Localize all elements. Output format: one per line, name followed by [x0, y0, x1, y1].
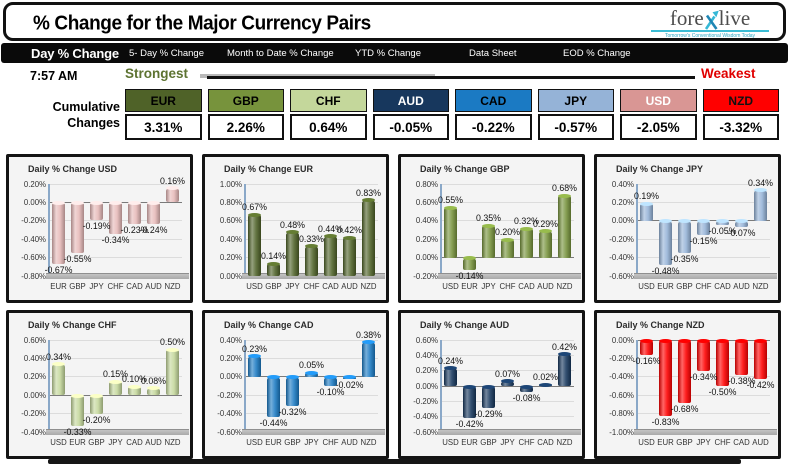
gridline-aud-0	[441, 340, 574, 341]
chart-panel-usd	[6, 154, 193, 303]
cat-label-usd-aud: AUD	[145, 282, 162, 291]
tick-label-usd-2: -0.20%	[21, 216, 46, 226]
currency-code-nzd: NZD	[703, 89, 780, 112]
data-label-cad-aud: -0.02%	[335, 379, 364, 390]
cat-label-nzd-chf: CHF	[714, 438, 731, 447]
currency-card-gbp	[208, 89, 285, 140]
cat-label-eur-nzd: NZD	[360, 282, 377, 291]
tick-label-chf-2: 0.20%	[23, 372, 46, 382]
cat-label-eur-gbp: GBP	[265, 282, 282, 291]
cat-label-aud-jpy: JPY	[500, 438, 515, 447]
cat-label-usd-eur: EUR	[50, 282, 67, 291]
logo-text-fore: fore	[669, 6, 704, 30]
tick-label-nzd-4: -0.80%	[609, 409, 634, 419]
bar-eur-usd	[248, 214, 261, 276]
tick-label-usd-0: 0.20%	[23, 179, 46, 189]
tick-label-cad-2: 0.00%	[219, 372, 242, 382]
cat-label-usd-nzd: NZD	[164, 282, 181, 291]
tick-label-nzd-3: -0.60%	[609, 390, 634, 400]
bar-eur-chf	[305, 246, 318, 276]
tick-label-jpy-1: 0.20%	[611, 197, 634, 207]
data-label-jpy-eur: -0.48%	[651, 265, 680, 276]
cat-label-jpy-gbp: GBP	[676, 282, 693, 291]
tick-label-eur-4: 0.20%	[219, 253, 242, 263]
strongest-label: Strongest	[125, 66, 189, 81]
cat-label-eur-chf: CHF	[303, 282, 320, 291]
data-label-eur-jpy: 0.48%	[280, 219, 305, 230]
logo-text-live: live	[718, 6, 751, 30]
cat-label-chf-jpy: JPY	[108, 438, 123, 447]
cat-label-usd-cad: CAD	[126, 282, 143, 291]
chart-title-nzd: Daily % Change NZD	[616, 320, 705, 330]
tick-label-aud-6: -0.60%	[413, 427, 438, 437]
chart-title-usd: Daily % Change USD	[28, 164, 118, 174]
cat-label-cad-jpy: JPY	[304, 438, 319, 447]
chart-panel-nzd	[594, 310, 781, 459]
tick-label-eur-5: 0.00%	[219, 271, 242, 281]
cat-label-usd-gbp: GBP	[69, 282, 86, 291]
bar-cad-jpy	[305, 372, 318, 377]
bar-nzd-jpy	[697, 340, 710, 371]
chart-panel-gbp	[398, 154, 585, 303]
currency-code-chf: CHF	[290, 89, 367, 112]
tick-label-jpy-0: 0.40%	[611, 179, 634, 189]
bar-cad-usd	[248, 356, 261, 377]
tick-label-usd-5: -0.80%	[21, 271, 46, 281]
bar-eur-nzd	[362, 200, 375, 276]
data-label-cad-eur: -0.44%	[259, 418, 288, 429]
cat-label-chf-gbp: GBP	[88, 438, 105, 447]
weakest-label: Weakest	[701, 66, 756, 81]
tick-label-aud-2: 0.20%	[415, 366, 438, 376]
data-label-gbp-chf: 0.20%	[495, 227, 520, 238]
cat-label-gbp-jpy: JPY	[481, 282, 496, 291]
tick-label-aud-3: 0.00%	[415, 381, 438, 391]
cat-label-eur-aud: AUD	[341, 282, 358, 291]
currency-code-usd: USD	[620, 89, 697, 112]
data-label-nzd-aud: -0.42%	[746, 379, 775, 390]
tick-label-chf-5: -0.40%	[21, 427, 46, 437]
bar-chf-usd	[52, 364, 65, 395]
cat-label-eur-usd: USD	[246, 282, 263, 291]
bar-chf-nzd	[166, 349, 179, 395]
cat-label-chf-nzd: NZD	[164, 438, 181, 447]
chart-title-jpy: Daily % Change JPY	[616, 164, 704, 174]
cat-label-chf-cad: CAD	[126, 438, 143, 447]
cat-label-cad-chf: CHF	[322, 438, 339, 447]
tab-ytd-pct-change[interactable]: YTD % Change	[355, 47, 422, 59]
data-label-aud-jpy: 0.07%	[495, 368, 520, 379]
data-label-usd-aud: -0.24%	[139, 225, 168, 236]
tick-label-eur-1: 0.80%	[219, 197, 242, 207]
currency-card-nzd	[703, 89, 780, 140]
plot-floor-cad	[242, 429, 385, 435]
chart-title-aud: Daily % Change AUD	[420, 320, 510, 330]
data-label-cad-usd: 0.23%	[242, 343, 267, 354]
data-label-eur-gbp: 0.14%	[261, 251, 286, 262]
bar-jpy-nzd	[754, 190, 767, 221]
tick-label-nzd-1: -0.20%	[609, 353, 634, 363]
header	[3, 2, 786, 41]
cat-label-jpy-cad: CAD	[714, 282, 731, 291]
data-label-jpy-nzd: 0.34%	[748, 177, 773, 188]
data-label-cad-chf: -0.10%	[316, 387, 345, 397]
currency-cumulative-value-jpy: -0.57%	[538, 114, 615, 140]
data-label-chf-cad: 0.10%	[122, 374, 147, 384]
data-label-eur-aud: 0.42%	[337, 225, 362, 236]
bar-jpy-usd	[640, 203, 653, 220]
data-label-eur-cad: 0.44%	[318, 223, 343, 234]
bar-eur-gbp	[267, 263, 280, 276]
data-label-eur-nzd: 0.83%	[356, 187, 381, 198]
cat-label-nzd-cad: CAD	[733, 438, 750, 447]
bar-nzd-usd	[640, 340, 653, 355]
currency-cumulative-value-usd: -2.05%	[620, 114, 697, 140]
cat-label-nzd-usd: USD	[638, 438, 655, 447]
tick-label-gbp-2: 0.40%	[415, 216, 438, 226]
cat-label-gbp-eur: EUR	[461, 282, 478, 291]
tick-label-aud-5: -0.40%	[413, 412, 438, 422]
tick-label-cad-5: -0.60%	[217, 427, 242, 437]
tick-label-cad-1: 0.20%	[219, 353, 242, 363]
cat-label-cad-aud: AUD	[341, 438, 358, 447]
forexlive-logo[interactable]	[651, 8, 769, 39]
bar-nzd-gbp	[678, 340, 691, 403]
cumulative-changes-label: Cumulative Changes	[52, 100, 120, 130]
tick-label-jpy-3: -0.20%	[609, 234, 634, 244]
currency-card-usd	[620, 89, 697, 140]
data-label-usd-cad: -0.23%	[120, 224, 149, 235]
data-label-cad-nzd: 0.38%	[356, 329, 381, 340]
cat-label-gbp-cad: CAD	[518, 282, 535, 291]
chart-panel-chf	[6, 310, 193, 459]
chart-panel-aud	[398, 310, 585, 459]
timestamp: 7:57 AM	[30, 69, 78, 83]
bar-cad-aud	[343, 377, 356, 379]
bar-cad-nzd	[362, 342, 375, 377]
data-label-gbp-usd: 0.55%	[438, 195, 463, 205]
cat-label-chf-usd: USD	[50, 438, 67, 447]
cat-label-nzd-jpy: JPY	[696, 438, 711, 447]
bar-usd-aud	[147, 202, 160, 224]
charts-grid	[6, 154, 781, 459]
bar-jpy-cad	[716, 221, 729, 226]
tick-label-jpy-2: 0.00%	[611, 216, 634, 226]
currency-code-aud: AUD	[373, 89, 450, 112]
data-label-jpy-usd: 0.19%	[634, 191, 659, 202]
cat-label-jpy-eur: EUR	[657, 282, 674, 291]
currency-cumulative-value-aud: -0.05%	[373, 114, 450, 140]
plot-wall-eur	[244, 184, 246, 276]
tick-label-gbp-0: 0.80%	[415, 179, 438, 189]
tick-label-aud-1: 0.40%	[415, 350, 438, 360]
tick-label-gbp-4: 0.00%	[415, 253, 438, 263]
page-title: % Change for the Major Currency Pairs	[33, 12, 371, 35]
bar-gbp-eur	[463, 258, 476, 271]
bottom-bar	[48, 459, 741, 464]
tick-label-usd-1: 0.00%	[23, 197, 46, 207]
plot-wall-aud	[440, 340, 442, 432]
cat-label-cad-nzd: NZD	[360, 438, 377, 447]
cat-label-nzd-gbp: GBP	[676, 438, 693, 447]
bar-nzd-aud	[754, 340, 767, 379]
tick-label-eur-3: 0.40%	[219, 234, 242, 244]
tab-day-pct-change[interactable]: Day % Change	[31, 45, 119, 61]
data-label-jpy-aud: -0.07%	[727, 228, 756, 239]
bar-gbp-chf	[501, 239, 514, 257]
data-label-cad-gbp: -0.32%	[278, 407, 307, 418]
currency-card-aud	[373, 89, 450, 140]
tab-bar	[1, 43, 788, 63]
tick-label-chf-3: 0.00%	[23, 390, 46, 400]
chart-title-eur: Daily % Change EUR	[224, 164, 314, 174]
currency-code-jpy: JPY	[538, 89, 615, 112]
cat-label-cad-eur: EUR	[265, 438, 282, 447]
data-label-jpy-gbp: -0.35%	[670, 254, 699, 264]
bar-chf-cad	[128, 386, 141, 395]
cat-label-aud-eur: EUR	[461, 438, 478, 447]
data-label-nzd-jpy: -0.34%	[689, 372, 718, 383]
bar-gbp-usd	[444, 207, 457, 258]
cat-label-nzd-eur: EUR	[657, 438, 674, 447]
cat-label-gbp-chf: CHF	[499, 282, 516, 291]
cat-label-gbp-nzd: NZD	[556, 282, 573, 291]
data-label-chf-nzd: 0.50%	[160, 337, 185, 348]
data-label-gbp-nzd: 0.68%	[552, 183, 577, 194]
currency-card-cad	[455, 89, 532, 140]
logo-tagline: Tomorrow's Conventional Wisdom Today	[664, 33, 756, 39]
data-label-nzd-cad: -0.38%	[727, 375, 756, 386]
bar-aud-chf	[520, 386, 533, 392]
tick-label-cad-0: 0.40%	[219, 335, 242, 345]
tick-label-usd-4: -0.60%	[21, 253, 46, 263]
currency-code-cad: CAD	[455, 89, 532, 112]
tick-label-aud-0: 0.60%	[415, 335, 438, 345]
currency-card-eur	[125, 89, 202, 140]
currency-cumulative-value-nzd: -3.32%	[703, 114, 780, 140]
data-label-gbp-eur: -0.14%	[455, 271, 484, 282]
data-label-chf-gbp: -0.20%	[82, 414, 111, 425]
cat-label-jpy-nzd: NZD	[752, 282, 769, 291]
data-label-cad-jpy: 0.05%	[299, 360, 324, 371]
currency-code-eur: EUR	[125, 89, 202, 112]
data-label-chf-aud: 0.08%	[141, 375, 166, 386]
data-label-aud-eur: -0.42%	[455, 419, 484, 430]
data-label-nzd-eur: -0.83%	[651, 417, 680, 428]
data-label-aud-nzd: 0.42%	[552, 341, 577, 352]
cat-label-aud-chf: CHF	[518, 438, 535, 447]
cat-label-chf-eur: EUR	[69, 438, 86, 447]
tick-label-nzd-5: -1.00%	[609, 427, 634, 437]
tab-eod-pct-change[interactable]: EOD % Change	[563, 47, 631, 59]
currency-card-jpy	[538, 89, 615, 140]
bar-usd-nzd	[166, 188, 179, 203]
plot-floor-aud	[438, 429, 581, 435]
data-label-usd-gbp: -0.55%	[63, 254, 92, 264]
data-label-aud-usd: 0.24%	[438, 355, 463, 366]
cat-label-cad-gbp: GBP	[284, 438, 301, 447]
currency-cumulative-value-gbp: 2.26%	[208, 114, 285, 140]
cat-label-jpy-usd: USD	[638, 282, 655, 291]
gridline-cad-1	[245, 358, 378, 359]
chart-title-gbp: Daily % Change GBP	[420, 164, 510, 174]
bar-aud-usd	[444, 368, 457, 386]
bar-chf-aud	[147, 388, 160, 395]
bar-aud-gbp	[482, 386, 495, 408]
cat-label-gbp-usd: USD	[442, 282, 459, 291]
data-label-nzd-usd: -0.16%	[632, 355, 661, 366]
cat-label-jpy-aud: AUD	[733, 282, 750, 291]
data-label-chf-usd: 0.34%	[46, 351, 71, 362]
tick-label-chf-4: -0.20%	[21, 409, 46, 419]
data-label-nzd-gbp: -0.68%	[670, 403, 699, 414]
bar-nzd-cad	[735, 340, 748, 375]
data-label-jpy-cad: -0.05%	[708, 226, 737, 237]
tab-data-sheet[interactable]: Data Sheet	[469, 47, 517, 59]
gridline-jpy-1	[637, 202, 770, 203]
cat-label-aud-nzd: NZD	[556, 438, 573, 447]
cat-label-cad-usd: USD	[246, 438, 263, 447]
currency-strip	[125, 89, 781, 140]
data-label-jpy-chf: -0.15%	[689, 235, 718, 246]
plot-floor-nzd	[634, 429, 777, 435]
logo-wordmark	[651, 8, 769, 29]
bar-usd-cad	[128, 202, 141, 223]
chart-panel-cad	[202, 310, 389, 459]
logo-x-arrow-icon	[704, 10, 719, 31]
currency-card-chf	[290, 89, 367, 140]
data-label-usd-nzd: 0.16%	[160, 175, 185, 186]
cat-label-gbp-aud: AUD	[537, 282, 554, 291]
cat-label-nzd-aud: AUD	[752, 438, 769, 447]
bar-gbp-aud	[539, 231, 552, 258]
cat-label-aud-gbp: GBP	[480, 438, 497, 447]
tick-label-nzd-0: 0.00%	[611, 335, 634, 345]
chart-panel-jpy	[594, 154, 781, 303]
data-label-usd-chf: -0.34%	[101, 234, 130, 245]
strength-line	[207, 76, 695, 79]
tick-label-jpy-5: -0.60%	[609, 271, 634, 281]
tab-5-day-pct-change[interactable]: 5- Day % Change	[129, 47, 204, 59]
data-label-usd-eur: -0.67%	[44, 265, 73, 276]
tick-label-jpy-4: -0.40%	[609, 253, 634, 263]
tick-label-cad-3: -0.20%	[217, 390, 242, 400]
cat-label-eur-jpy: JPY	[285, 282, 300, 291]
currency-cumulative-value-chf: 0.64%	[290, 114, 367, 140]
cat-label-aud-cad: CAD	[537, 438, 554, 447]
cat-label-aud-usd: USD	[442, 438, 459, 447]
tick-label-eur-0: 1.00%	[219, 179, 242, 189]
bar-aud-cad	[539, 384, 552, 386]
tick-label-aud-4: -0.20%	[413, 396, 438, 406]
data-label-aud-gbp: -0.29%	[474, 409, 503, 420]
bar-cad-gbp	[286, 377, 299, 406]
gridline-eur-0	[245, 184, 378, 185]
chart-panel-eur	[202, 154, 389, 303]
bar-aud-jpy	[501, 381, 514, 386]
data-label-eur-chf: 0.33%	[299, 233, 324, 244]
tick-label-chf-1: 0.40%	[23, 353, 46, 363]
bar-chf-gbp	[90, 395, 103, 413]
currency-cumulative-value-eur: 3.31%	[125, 114, 202, 140]
cat-label-usd-jpy: JPY	[89, 282, 104, 291]
currency-cumulative-value-cad: -0.22%	[455, 114, 532, 140]
data-label-gbp-cad: 0.32%	[514, 216, 539, 227]
data-label-gbp-jpy: 0.35%	[476, 213, 501, 224]
bar-eur-aud	[343, 237, 356, 276]
currency-code-gbp: GBP	[208, 89, 285, 112]
chart-title-chf: Daily % Change CHF	[28, 320, 117, 330]
data-label-usd-jpy: -0.19%	[82, 220, 111, 231]
chart-title-cad: Daily % Change CAD	[224, 320, 314, 330]
tick-label-eur-2: 0.60%	[219, 216, 242, 226]
tick-label-gbp-3: 0.20%	[415, 234, 438, 244]
tick-label-usd-3: -0.40%	[21, 234, 46, 244]
cat-label-usd-chf: CHF	[107, 282, 124, 291]
data-label-chf-eur: -0.33%	[63, 426, 92, 437]
data-label-nzd-chf: -0.50%	[708, 387, 737, 397]
data-label-aud-chf: -0.08%	[512, 393, 541, 404]
cat-label-chf-aud: AUD	[145, 438, 162, 447]
tick-label-gbp-1: 0.60%	[415, 197, 438, 207]
tick-label-chf-0: 0.60%	[23, 335, 46, 345]
tick-label-cad-4: -0.40%	[217, 409, 242, 419]
bar-usd-jpy	[90, 202, 103, 219]
cat-label-jpy-chf: CHF	[695, 282, 712, 291]
data-label-aud-cad: 0.02%	[533, 372, 558, 383]
tick-label-gbp-5: -0.20%	[413, 271, 438, 281]
cat-label-eur-cad: CAD	[322, 282, 339, 291]
tick-label-nzd-2: -0.40%	[609, 372, 634, 382]
data-label-eur-usd: 0.67%	[242, 202, 267, 213]
data-label-gbp-aud: 0.29%	[533, 218, 558, 229]
tab-month-to-date-pct-change[interactable]: Month to Date % Change	[227, 47, 334, 59]
data-label-chf-jpy: 0.15%	[103, 369, 128, 380]
